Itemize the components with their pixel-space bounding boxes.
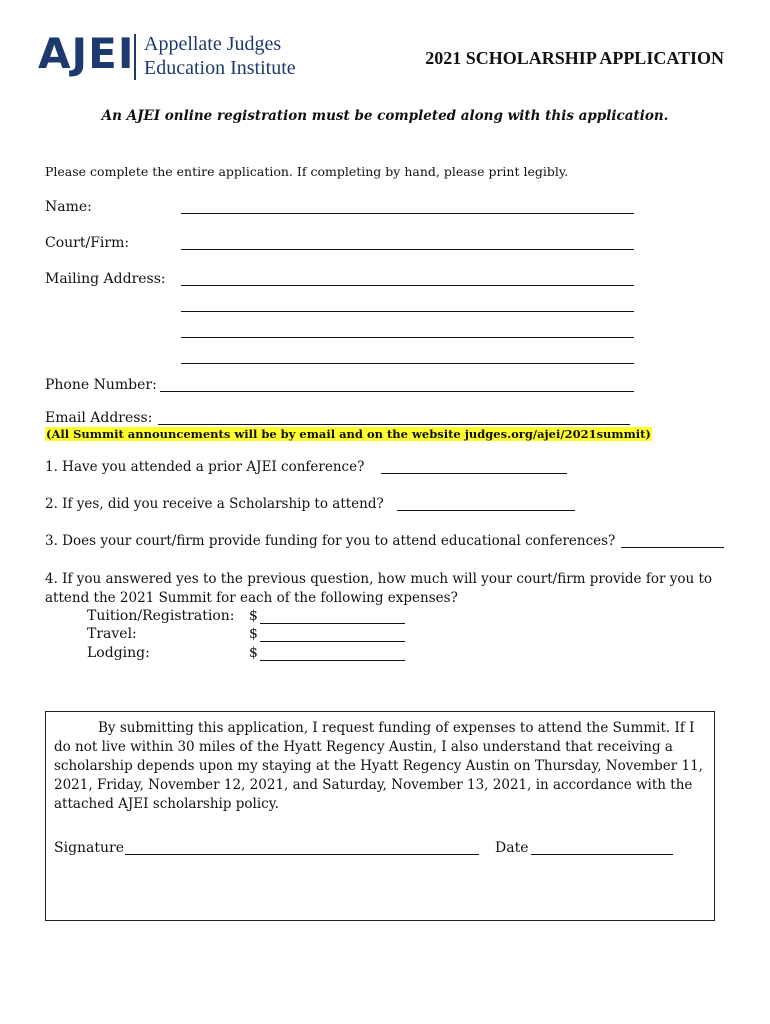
mailing-address-field-3[interactable]	[181, 337, 634, 338]
travel-label: Travel:	[87, 626, 137, 642]
email-note: (All Summit announcements will be by email and on the website judges.org/ajei/2021summit)	[46, 427, 651, 441]
logo-line-2: Education Institute	[144, 57, 296, 79]
ajei-logo	[38, 26, 318, 86]
logo-mark: AJEI	[38, 29, 135, 78]
email-label: Email Address:	[45, 410, 153, 426]
date-field[interactable]	[531, 854, 673, 855]
question-1: 1. Have you attended a prior AJEI conference?	[45, 459, 365, 475]
lodging-currency: $	[249, 645, 258, 661]
lodging-label: Lodging:	[87, 645, 150, 661]
logo-divider	[134, 34, 136, 80]
mailing-address-field-1[interactable]	[181, 285, 634, 286]
mailing-address-field-4[interactable]	[181, 363, 634, 364]
logo-organization-name	[144, 32, 296, 80]
question-2: 2. If yes, did you receive a Scholarship to attend?	[45, 496, 384, 512]
name-label: Name:	[45, 199, 92, 215]
question-1-answer[interactable]	[381, 473, 567, 474]
form-title: 2021 SCHOLARSHIP APPLICATION	[425, 48, 724, 68]
email-field[interactable]	[158, 424, 630, 425]
phone-field[interactable]	[160, 391, 634, 392]
signature-field[interactable]	[125, 854, 479, 855]
funding-declaration: By submitting this application, I request funding of expenses to attend the Summit. If I do not live within 30 miles of the Hyatt Regency Austin, I also understand that receiving a scholarship depends upon my staying at the Hyatt Regency Austin on Thursday, November 11, 2021, Friday, November 12, 2021, and Saturday, November 13, 2021, in accordance with the attached AJEI scholarship policy.	[54, 720, 703, 812]
lodging-amount-field[interactable]	[260, 660, 405, 661]
question-4-line-2: attend the 2021 Summit for each of the following expenses?	[45, 590, 458, 606]
phone-label: Phone Number:	[45, 377, 157, 393]
tuition-amount-field[interactable]	[260, 623, 405, 624]
signature-label: Signature	[54, 840, 125, 856]
date-label: Date	[495, 840, 529, 856]
mailing-address-field-2[interactable]	[181, 311, 634, 312]
question-2-answer[interactable]	[397, 510, 575, 511]
name-field[interactable]	[181, 213, 634, 214]
travel-currency: $	[249, 626, 258, 642]
court-firm-field[interactable]	[181, 249, 634, 250]
instructions: Please complete the entire application. If completing by hand, please print legibly.	[45, 164, 569, 179]
tuition-currency: $	[249, 608, 258, 624]
question-3: 3. Does your court/firm provide funding for you to attend educational conferences?	[45, 533, 616, 549]
question-3-answer[interactable]	[621, 547, 724, 548]
question-4-line-1: 4. If you answered yes to the previous question, how much will your court/firm provide for you to	[45, 571, 712, 587]
subtitle: An AJEI online registration must be completed along with this application.	[101, 108, 669, 124]
tuition-label: Tuition/Registration:	[87, 608, 235, 624]
logo-line-1: Appellate Judges	[144, 33, 282, 55]
travel-amount-field[interactable]	[260, 641, 405, 642]
mailing-address-label: Mailing Address:	[45, 271, 166, 287]
court-firm-label: Court/Firm:	[45, 235, 130, 251]
